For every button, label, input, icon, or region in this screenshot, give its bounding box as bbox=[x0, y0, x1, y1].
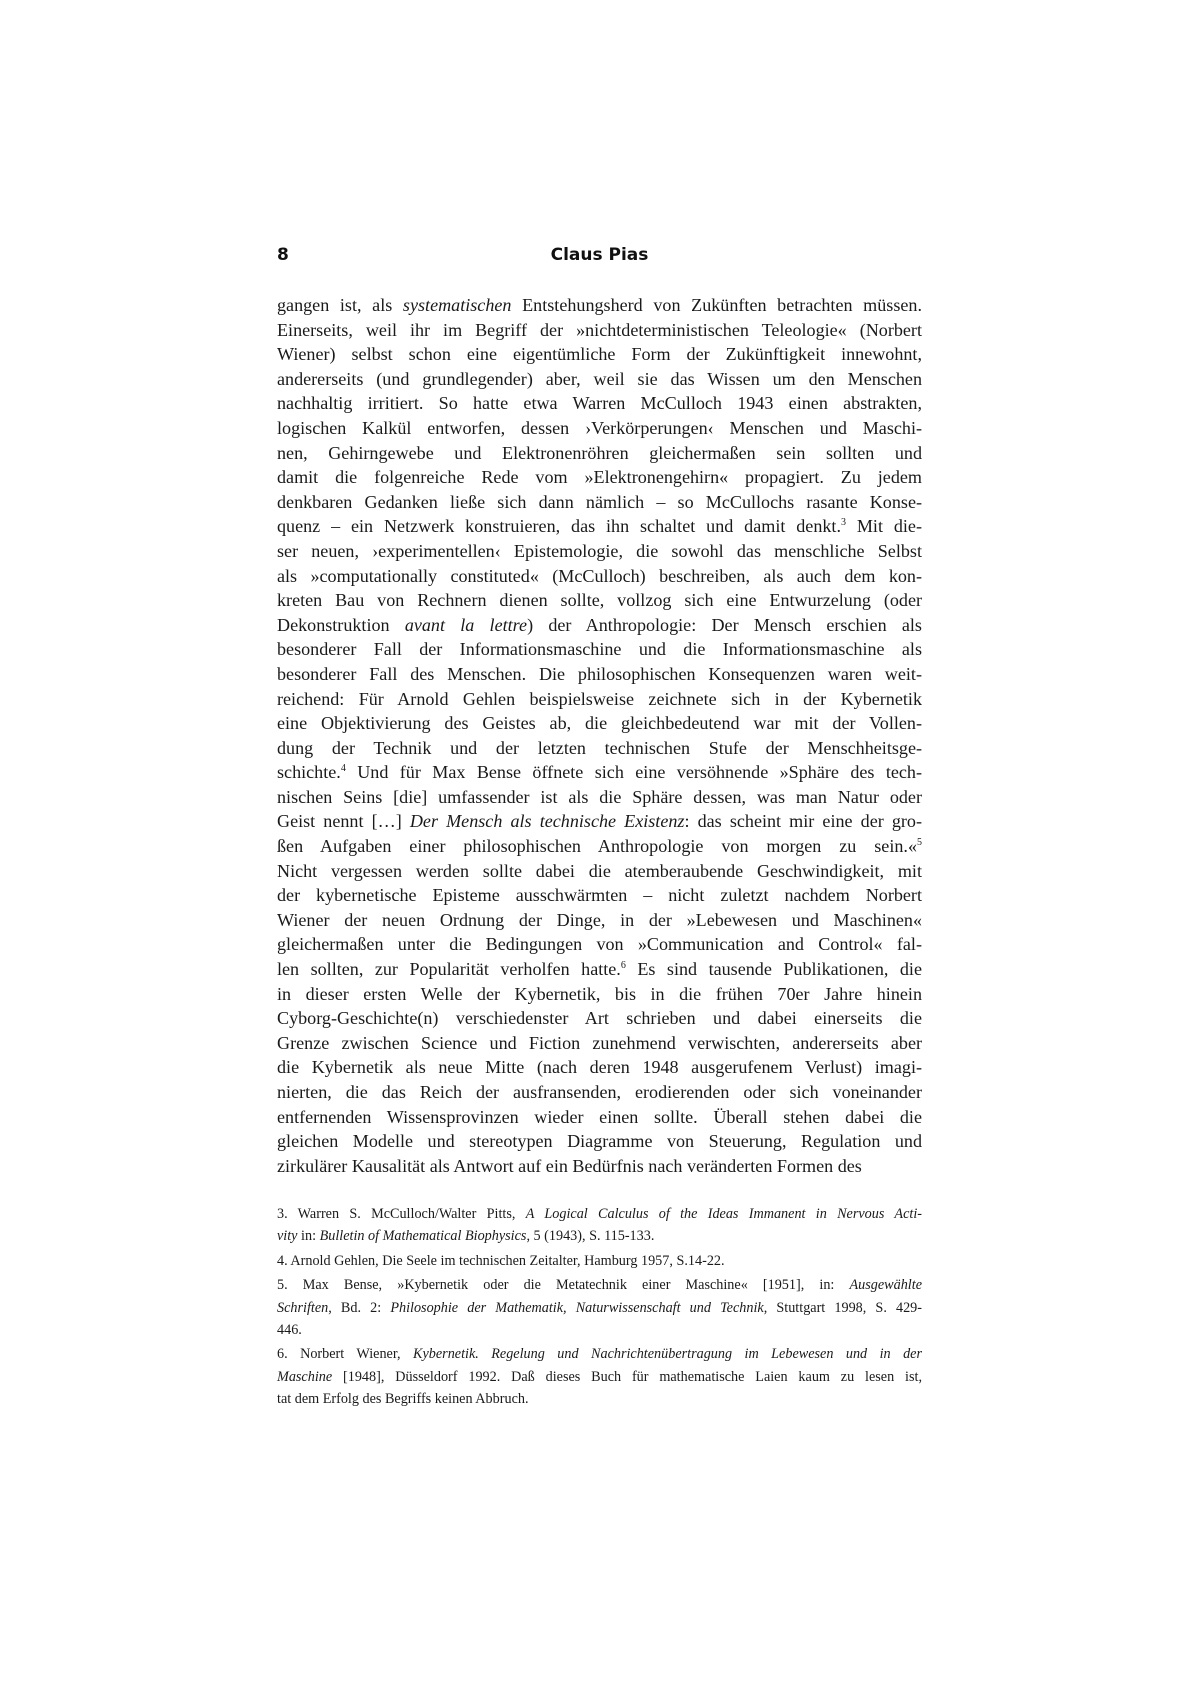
text-line bbox=[277, 318, 922, 343]
text-line bbox=[277, 1055, 922, 1080]
text-line bbox=[277, 416, 922, 441]
text-run: als »computationally constituted« (McCulloch) beschreiben, als auch dem kon- bbox=[277, 565, 922, 586]
text-line bbox=[277, 588, 922, 613]
footnote-line bbox=[277, 1366, 922, 1388]
italic-text: Kybernetik. Regelung und Nachrichtenübertragung im Lebewesen und in der bbox=[413, 1346, 922, 1363]
text-run: quenz – ein Netzwerk konstruieren, das ihn schaltet und damit denkt. bbox=[277, 516, 841, 537]
text-line bbox=[277, 662, 922, 687]
text-run: 446. bbox=[277, 1321, 302, 1338]
footnote-line bbox=[277, 1343, 922, 1365]
italic-text: avant la lettre bbox=[404, 614, 528, 635]
text-run: nierten, die das Reich der ausfransenden, erodierenden oder sich voneinander bbox=[277, 1082, 922, 1102]
text-run: Wiener der neuen Ordnung der Dinge, in der »Lebewesen und Maschinen« bbox=[277, 909, 922, 930]
text-line bbox=[277, 736, 922, 761]
text-run: besonderer Fall des Menschen. Die philosophischen Konsequenzen waren weit- bbox=[277, 663, 922, 684]
text-run: ) der Anthropologie: Der Mensch erschien als bbox=[527, 614, 922, 635]
text-line bbox=[277, 809, 922, 834]
text-line bbox=[277, 441, 922, 466]
footnote bbox=[277, 1274, 922, 1341]
footnote-line bbox=[277, 1225, 922, 1247]
text-run: len sollten, zur Popularität verholfen hatte. bbox=[277, 959, 621, 980]
text-run: Wiener) selbst schon eine eigentümliche Form der Zukünftigkeit innewohnt, bbox=[277, 344, 922, 365]
text-run: tat dem Erfolg des Begriffs keinen Abbruch. bbox=[277, 1391, 529, 1408]
text-run: eine Objektivierung des Geistes ab, die gleichbedeutend war mit der Vollen- bbox=[277, 713, 922, 734]
text-run: logischen Kalkül entworfen, dessen ›Verkörperungen‹ Menschen und Maschi- bbox=[277, 417, 922, 438]
text-run: Und für Max Bense öffnete sich eine versöhnende »Sphäre des tech- bbox=[345, 762, 922, 783]
text-line bbox=[277, 564, 922, 589]
text-line bbox=[277, 859, 922, 884]
italic-text: Maschine bbox=[277, 1368, 333, 1385]
footnote-line bbox=[277, 1319, 922, 1341]
text-line bbox=[277, 1006, 922, 1031]
text-run: reichend: Für Arnold Gehlen beispielsweise zeichnete sich in der Kybernetik bbox=[277, 688, 922, 709]
text-run: , Stuttgart 1998, S. 429- bbox=[763, 1299, 923, 1316]
text-line bbox=[277, 932, 922, 957]
text-run: dung der Technik und der letzten technischen Stufe der Menschheitsge- bbox=[277, 737, 922, 758]
text-run: gleichen Modelle und stereotypen Diagramme von Steuerung, Regulation und bbox=[277, 1131, 922, 1152]
italic-text: Der Mensch als technische Existenz bbox=[409, 811, 685, 832]
text-line bbox=[277, 687, 922, 712]
italic-text: Ausgewählte bbox=[849, 1277, 922, 1294]
text-line bbox=[277, 1031, 922, 1056]
footnote-line bbox=[277, 1388, 922, 1410]
text-line bbox=[277, 982, 922, 1007]
text-line bbox=[277, 834, 922, 859]
text-run: Einerseits, weil ihr im Begriff der »nichtdeterministischen Teleologie« (Norbert bbox=[277, 319, 922, 340]
text-run: Entstehungsherd von Zukünften betrachten müssen. bbox=[511, 295, 922, 315]
text-line bbox=[277, 760, 922, 785]
text-line bbox=[277, 613, 922, 638]
running-head: Claus Pias bbox=[550, 245, 649, 265]
text-line bbox=[277, 785, 922, 810]
text-run: schichte. bbox=[277, 762, 341, 783]
text-run: denkbaren Gedanken ließe sich dann nämlich – so McCullochs rasante Konse- bbox=[277, 491, 922, 512]
text-run: Es sind tausende Publikationen, die bbox=[625, 959, 922, 980]
text-run: in: bbox=[297, 1228, 320, 1245]
page-number: 8 bbox=[277, 245, 289, 265]
footnote-reference: 4 bbox=[340, 763, 346, 775]
text-run: gangen ist, als bbox=[277, 295, 403, 315]
footnotes bbox=[277, 1203, 922, 1413]
text-line bbox=[277, 367, 922, 392]
text-run: Nicht vergessen werden sollte dabei die atemberaubende Geschwindigkeit, mit bbox=[277, 860, 922, 881]
footnote-reference: 3 bbox=[840, 517, 846, 529]
footnote-line bbox=[277, 1297, 922, 1319]
text-run: damit die folgenreiche Rede vom »Elektronengehirn« propagiert. Zu jedem bbox=[277, 467, 922, 488]
text-run: entfernenden Wissensprovinzen wieder einen sollte. Überall stehen dabei die bbox=[277, 1106, 922, 1127]
text-run: 4. Arnold Gehlen, Die Seele im technischen Zeitalter, Hamburg 1957, S.14-22. bbox=[277, 1252, 725, 1269]
text-run: Geist nennt […] bbox=[277, 811, 410, 832]
text-line bbox=[277, 883, 922, 908]
text-run: gleichermaßen unter die Bedingungen von »Communication and Control« fal- bbox=[277, 934, 922, 955]
footnote-reference: 6 bbox=[620, 960, 626, 971]
text-line bbox=[277, 342, 922, 367]
text-run: 3. Warren S. McCulloch/Walter Pitts, bbox=[277, 1206, 526, 1222]
italic-text: vity bbox=[277, 1228, 298, 1245]
italic-text: Bulletin of Mathematical Biophysics bbox=[319, 1228, 527, 1245]
text-line bbox=[277, 711, 922, 736]
text-line bbox=[277, 1129, 922, 1154]
text-line bbox=[277, 908, 922, 933]
text-line bbox=[277, 957, 922, 982]
text-run: der kybernetische Episteme ausschwärmten – nicht zuletzt nachdem Norbert bbox=[277, 885, 922, 906]
text-line bbox=[277, 514, 922, 539]
text-line bbox=[277, 1105, 922, 1130]
text-run: Dekonstruktion bbox=[277, 614, 405, 635]
text-run: andererseits (und grundlegender) aber, weil sie das Wissen um den Menschen bbox=[277, 368, 922, 389]
text-run: nen, Gehirngewebe und Elektronenröhren gleichermaßen sein sollten und bbox=[277, 442, 922, 463]
text-run: Cyborg-Geschichte(n) verschiedenster Art schrieben und dabei einerseits die bbox=[277, 1008, 922, 1029]
text-run: ßen Aufgaben einer philosophischen Anthropologie von morgen zu sein.« bbox=[277, 836, 917, 857]
text-run: 5. Max Bense, »Kybernetik oder die Metatechnik einer Maschine« [1951], in: bbox=[277, 1277, 850, 1294]
text-run: in dieser ersten Welle der Kybernetik, bis in die frühen 70er Jahre hinein bbox=[277, 983, 922, 1004]
body-paragraph bbox=[277, 293, 922, 1178]
text-line bbox=[277, 1154, 922, 1179]
text-run: ser neuen, ›experimentellen‹ Epistemologie, die sowohl das menschliche Selbst bbox=[277, 540, 922, 561]
italic-text: systematischen bbox=[402, 295, 512, 315]
footnote-line bbox=[277, 1250, 922, 1272]
text-run: nischen Seins [die] umfassender ist als die Sphäre dessen, was man Natur oder bbox=[277, 786, 922, 807]
footnote bbox=[277, 1343, 922, 1410]
text-run: kreten Bau von Rechnern dienen sollte, vollzog sich eine Entwurzelung (oder bbox=[277, 590, 922, 611]
italic-text: Schriften bbox=[277, 1299, 329, 1316]
footnote bbox=[277, 1250, 922, 1272]
footnote-line bbox=[277, 1203, 922, 1225]
text-run: 6. Norbert Wiener, bbox=[277, 1346, 414, 1363]
text-run: besonderer Fall der Informationsmaschine und die Informationsmaschine als bbox=[277, 639, 922, 660]
text-line bbox=[277, 465, 922, 490]
text-run: Grenze zwischen Science und Fiction zunehmend verwischten, andererseits aber bbox=[277, 1032, 922, 1053]
footnote-reference: 5 bbox=[917, 837, 922, 849]
text-line bbox=[277, 391, 922, 416]
page-header bbox=[277, 245, 922, 275]
text-line bbox=[277, 539, 922, 564]
italic-text: Philosophie der Mathematik, Naturwissenschaft und Technik bbox=[390, 1299, 764, 1316]
italic-text: A Logical Calculus of the Ideas Immanent in Nervous Acti- bbox=[525, 1206, 922, 1222]
text-run: die Kybernetik als neue Mitte (nach deren 1948 ausgerufenem Verlust) imagi- bbox=[277, 1057, 922, 1078]
text-run: : das scheint mir eine der gro- bbox=[684, 811, 922, 832]
footnote bbox=[277, 1203, 922, 1248]
text-run: nachhaltig irritiert. So hatte etwa Warren McCulloch 1943 einen abstrakten, bbox=[277, 393, 922, 414]
text-run: , 5 (1943), S. 115-133. bbox=[526, 1228, 655, 1245]
text-run: Mit die- bbox=[845, 516, 922, 537]
text-run: [1948], Düsseldorf 1992. Daß dieses Buch für mathematische Laien kaum zu lesen ist, bbox=[332, 1368, 922, 1385]
text-line bbox=[277, 637, 922, 662]
text-line bbox=[277, 293, 922, 318]
text-line bbox=[277, 1080, 922, 1105]
text-line bbox=[277, 490, 922, 515]
text-run: zirkulärer Kausalität als Antwort auf ein Bedürfnis nach veränderten Formen des bbox=[277, 1155, 862, 1176]
footnote-line bbox=[277, 1274, 922, 1296]
text-run: , Bd. 2: bbox=[328, 1299, 391, 1316]
